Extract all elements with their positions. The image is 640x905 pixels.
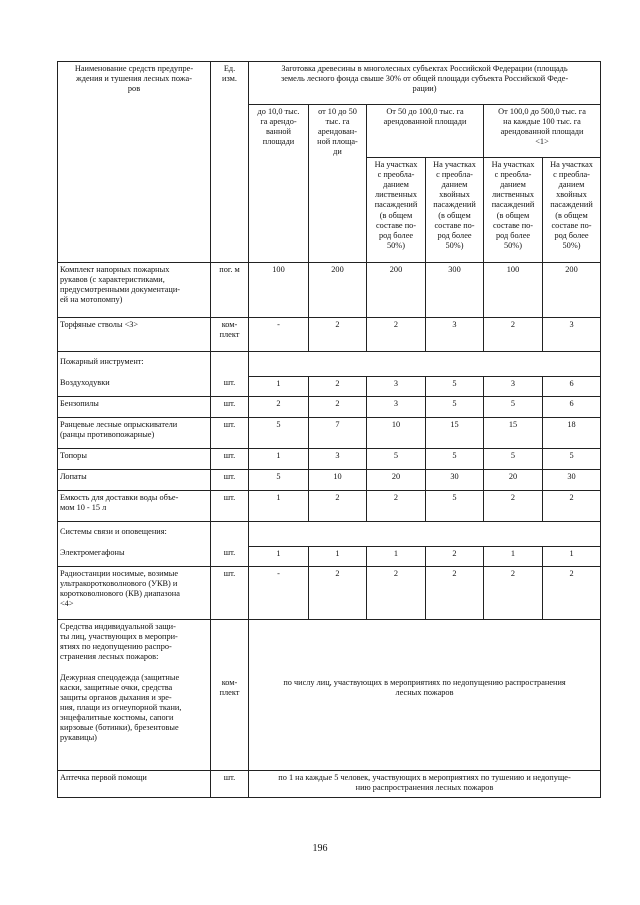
table-row xyxy=(58,318,601,352)
row-value: - xyxy=(249,567,309,620)
requirements-table xyxy=(57,61,601,798)
empty-cell xyxy=(211,352,249,377)
row-value: 1 xyxy=(309,546,367,567)
row-unit: шт. xyxy=(211,771,249,798)
row-value: 2 xyxy=(309,567,367,620)
header-sub-hvoy-2 xyxy=(543,158,601,263)
row-name: Электромегафоны xyxy=(58,546,211,567)
section-communications: Системы связи и оповещения: xyxy=(58,522,211,547)
row-value: 5 xyxy=(249,470,309,491)
page-number: 196 xyxy=(312,843,328,854)
row-unit: ком- плект xyxy=(211,318,249,352)
header-name: Наименование средств предупре- ждения и тушения лесных пожа- ров xyxy=(74,64,194,94)
row-unit: шт. xyxy=(211,470,249,491)
table-row xyxy=(58,771,601,798)
row-value: 1 xyxy=(249,491,309,522)
header-unit: Ед. изм. xyxy=(222,64,237,84)
row-value: 5 xyxy=(426,491,484,522)
row-unit: шт. xyxy=(211,546,249,567)
row-value: 5 xyxy=(367,449,426,470)
empty-cell xyxy=(211,522,249,547)
empty-cell xyxy=(249,522,601,547)
row-value: 200 xyxy=(367,263,426,318)
row-unit: шт. xyxy=(211,418,249,449)
row-value: 1 xyxy=(543,546,601,567)
row-value: 2 xyxy=(426,546,484,567)
row-value: 2 xyxy=(309,318,367,352)
header-group1 xyxy=(249,105,309,263)
table-row xyxy=(58,449,601,470)
row-value: 1 xyxy=(249,376,309,397)
row-value: 6 xyxy=(543,397,601,418)
table-row xyxy=(58,418,601,449)
row-unit: шт. xyxy=(211,491,249,522)
row-value: 5 xyxy=(249,418,309,449)
row-unit: шт. xyxy=(211,397,249,418)
row-value: 5 xyxy=(426,449,484,470)
row-unit: шт. xyxy=(211,449,249,470)
row-value: 2 xyxy=(484,567,543,620)
row-name: Воздуходувки xyxy=(58,376,211,397)
row-merged-value: по 1 на каждые 5 человек, участвующих в мероприятиях по тушению и недопуще- нию распространения лесных пожаров xyxy=(249,771,601,798)
row-value: 3 xyxy=(367,376,426,397)
row-value: 100 xyxy=(249,263,309,318)
row-name: Аптечка первой помощи xyxy=(58,771,211,798)
header-sub-lis-text: На участках с преобла- данием лиственных пасаждений (в общем составе по- род более 50%) xyxy=(491,160,535,250)
table-row xyxy=(58,620,601,771)
header-unit-cell xyxy=(211,62,249,263)
header-main-cell xyxy=(249,62,601,105)
row-value: 3 xyxy=(367,397,426,418)
row-name: Ранцевые лесные опрыскиватели (ранцы противопожарные) xyxy=(58,418,211,449)
section-fire-tools: Пожарный инструмент: xyxy=(58,352,211,377)
header-sub-hvoy-text: На участках с преобла- данием хвойных пасаждений (в общем составе по- род более 50%) xyxy=(550,160,593,250)
row-value: 2 xyxy=(426,567,484,620)
row-value: 18 xyxy=(543,418,601,449)
table-row xyxy=(58,491,601,522)
row-value: 5 xyxy=(426,397,484,418)
table-section-row xyxy=(58,522,601,547)
row-value: 3 xyxy=(484,376,543,397)
header-group2-text: от 10 до 50 тыс. га арендован- ной площа- ди xyxy=(317,107,358,157)
row-value: 6 xyxy=(543,376,601,397)
row-value: 10 xyxy=(367,418,426,449)
row-value: 20 xyxy=(484,470,543,491)
row-merged-value: по числу лиц, участвующих в мероприятиях по недопущению распространения лесных пожаров xyxy=(249,620,601,771)
row-value: 15 xyxy=(426,418,484,449)
header-sub-lis-2 xyxy=(484,158,543,263)
row-name: Радиостанции носимые, возимые ультракоротковолнового (УКВ) и коротковолнового (КВ) диапазона <4> xyxy=(58,567,211,620)
row-value: 3 xyxy=(543,318,601,352)
row-value: 5 xyxy=(543,449,601,470)
row-value: 30 xyxy=(426,470,484,491)
row-value: 2 xyxy=(484,491,543,522)
row-name: Лопаты xyxy=(58,470,211,491)
header-group1-text: до 10,0 тыс. га арендо- ванной площади xyxy=(257,107,300,147)
row-value: 5 xyxy=(484,449,543,470)
table-section-row xyxy=(58,352,601,377)
row-value: 2 xyxy=(484,318,543,352)
row-value: 7 xyxy=(309,418,367,449)
row-value: 3 xyxy=(309,449,367,470)
row-value: 200 xyxy=(309,263,367,318)
table-row xyxy=(58,567,601,620)
row-value: 2 xyxy=(309,397,367,418)
row-value: 2 xyxy=(367,567,426,620)
empty-cell xyxy=(249,352,601,377)
table-row xyxy=(58,546,601,567)
header-group3 xyxy=(367,105,484,158)
row-value: 15 xyxy=(484,418,543,449)
row-value: 1 xyxy=(484,546,543,567)
row-value: 2 xyxy=(309,491,367,522)
header-sub-hvoy-1 xyxy=(426,158,484,263)
row-value: 2 xyxy=(543,567,601,620)
row-value: 10 xyxy=(309,470,367,491)
header-group3-text: От 50 до 100,0 тыс. га арендованной площади xyxy=(383,107,467,127)
row-unit: шт. xyxy=(211,376,249,397)
header-group4-text: От 100,0 до 500,0 тыс. га на каждые 100 тыс. га арендованной площади <1> xyxy=(498,107,586,147)
row-value: 3 xyxy=(426,318,484,352)
table-row xyxy=(58,263,601,318)
row-name: Емкость для доставки воды объе- мом 10 - 15 л xyxy=(58,491,211,522)
row-value: 200 xyxy=(543,263,601,318)
row-value: 1 xyxy=(249,546,309,567)
row-value: 2 xyxy=(367,318,426,352)
table-row xyxy=(58,470,601,491)
row-name: Топоры xyxy=(58,449,211,470)
header-name-cell xyxy=(58,62,211,263)
row-value: 1 xyxy=(367,546,426,567)
header-group2 xyxy=(309,105,367,263)
row-unit: пог. м xyxy=(211,263,249,318)
header-sub-lis-1 xyxy=(367,158,426,263)
row-value: 2 xyxy=(309,376,367,397)
row-value: 2 xyxy=(543,491,601,522)
table-row xyxy=(58,376,601,397)
header-sub-lis-text: На участках с преобла- данием лиственных пасаждений (в общем составе по- род более 50%) xyxy=(374,160,418,250)
row-value: 5 xyxy=(426,376,484,397)
row-name: Комплект напорных пожарных рукавов (с характеристиками, предусмотренными документаци- ей на мотопомпу) xyxy=(58,263,211,318)
row-name: Торфяные стволы <3> xyxy=(58,318,211,352)
row-unit: шт. xyxy=(211,567,249,620)
row-value: 2 xyxy=(367,491,426,522)
row-unit: ком- плект xyxy=(211,620,249,771)
row-value: 2 xyxy=(249,397,309,418)
row-value: 20 xyxy=(367,470,426,491)
row-value: 5 xyxy=(484,397,543,418)
table-row xyxy=(58,397,601,418)
header-group4 xyxy=(484,105,601,158)
row-value: 300 xyxy=(426,263,484,318)
header-sub-hvoy-text: На участках с преобла- данием хвойных пасаждений (в общем составе по- род более 50%) xyxy=(433,160,476,250)
row-name: Средства индивидуальной защи- ты лиц, участвующих в меропри- ятиях по недопущению распро- странения лесных пожаров: Дежурная спецодежда (защитные каски, защитные очки, средства защиты органов дыхания и зре- ния, плащи из огнеупорной ткани, энцефалитные костюмы, сапоги кирзовые (ботинки), брезентовые рукавицы) xyxy=(58,620,211,771)
row-value: 1 xyxy=(249,449,309,470)
row-value: - xyxy=(249,318,309,352)
row-value: 100 xyxy=(484,263,543,318)
row-value: 30 xyxy=(543,470,601,491)
header-main: Заготовка древесины в многолесных субъектах Российской Федерации (площадь земель лесного фонда свыше 30% от общей площади субъекта Российской Феде- рации) xyxy=(280,64,569,94)
row-name: Бензопилы xyxy=(58,397,211,418)
